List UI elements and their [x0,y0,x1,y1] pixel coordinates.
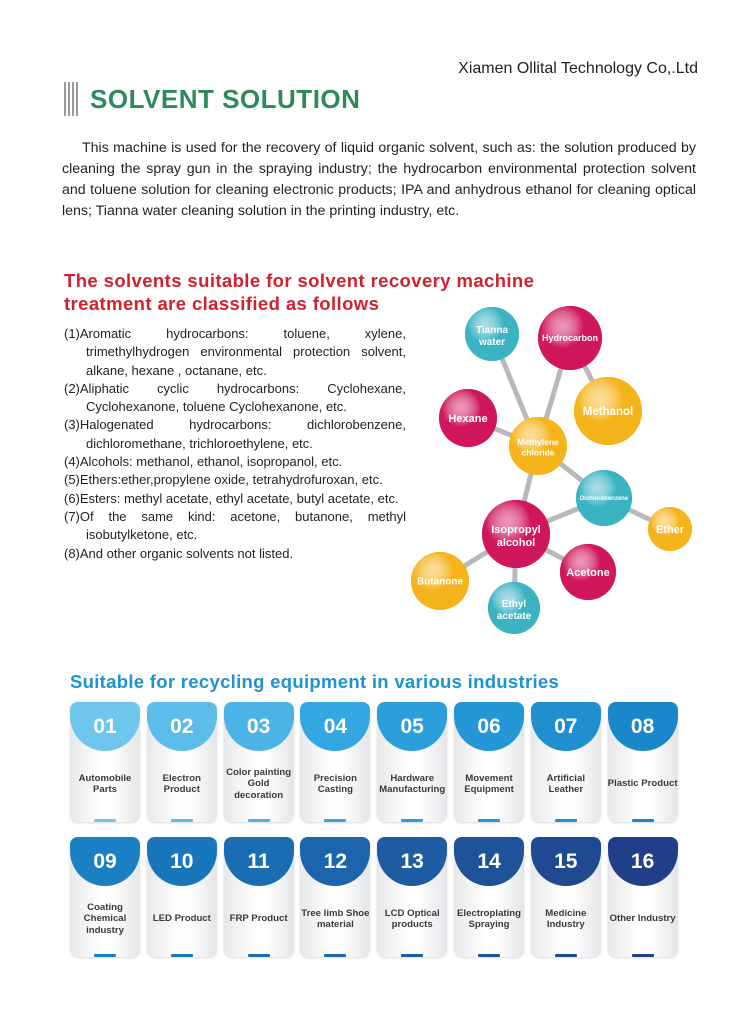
industry-number: 03 [224,702,294,751]
industry-number: 16 [608,837,678,886]
industry-label: Other Industry [609,913,676,925]
industry-label: Hardware Manufacturing [379,772,446,795]
molecule-node [574,377,642,445]
industry-card [70,837,140,957]
molecule-label: Ether [655,523,685,536]
industry-card-accent [632,819,654,822]
industry-card-accent [171,954,193,957]
industry-card [70,702,140,822]
industry-card [608,702,678,822]
industry-number: 04 [300,702,370,751]
molecule-label: Tianna [475,325,509,336]
industry-number: 15 [531,837,601,886]
industry-card [300,702,370,822]
solvent-list-item: (3)Halogenated hydrocarbons: dichlorobenzene, dichloromethane, trichloroethylene, etc. [64,417,406,451]
industry-card [377,702,447,822]
molecule-diagram-svg [408,298,698,638]
industry-card-accent [248,819,270,822]
molecule-label: water [478,337,506,348]
industry-card-accent [248,954,270,957]
industry-card [300,837,370,957]
molecule-label: Methylene [517,437,559,447]
industry-card-accent [555,954,577,957]
industry-card-accent [555,819,577,822]
industry-card-accent [478,954,500,957]
industry-card-accent [324,954,346,957]
solvent-list-item: (1)Aromatic hydrocarbons: toluene, xylene, trimethylhydrogen environmental protection solvent, alkane, hexane , octanane, etc. [64,326,406,378]
industry-label: Color painting Gold decoration [226,766,292,801]
industry-row [70,702,678,822]
intro-paragraph: This machine is used for the recovery of liquid organic solvent, such as: the solution produced by cleaning the spray gun in the spraying industry; the hydrocarbon environmental protection solvent and toluene solution for cleaning electronic products; IPA and anhydrous ethanol for cleaning optical lens; Tianna water cleaning solution in the printing industry, etc. [62,140,696,219]
industry-card-accent [94,819,116,822]
industry-number: 07 [531,702,601,751]
industry-number: 05 [377,702,447,751]
industry-label: Artificial Leather [546,772,585,795]
industry-label: Coating Chemical industry [83,901,127,936]
industry-card [531,702,601,822]
molecule-node [482,500,550,568]
industry-number: 12 [300,837,370,886]
industry-row [70,837,678,957]
molecule-label: Methanol [582,406,634,419]
molecule-node [488,582,540,634]
industry-card [147,837,217,957]
industry-label: Movement Equipment [464,772,514,795]
molecule-label: acetate [496,611,532,622]
industry-number: 11 [224,837,294,886]
page-title: SOLVENT SOLUTION [90,83,361,114]
industry-label: Precision Casting [313,772,357,795]
solvent-list-item: (7)Of the same kind: acetone, butanone, methyl isobutylketone, etc. [64,508,406,543]
molecule-node [576,470,632,526]
industry-label: LCD Optical products [384,907,440,930]
industries-heading: Suitable for recycling equipment in various industries [70,671,560,692]
industry-number: 13 [377,837,447,886]
molecule-node [560,544,616,600]
industry-card [377,837,447,957]
industry-label: Electron Product [162,772,201,795]
industry-number: 06 [454,702,524,751]
molecule-label: chloride [521,447,555,458]
industry-label: FRP Product [229,913,288,925]
industry-card [454,702,524,822]
molecule-label: Hydrocarbon [541,333,599,344]
molecule-label: Butanone [416,576,464,588]
industry-label: Medicine Industry [545,907,587,930]
molecule-label: Acetone [566,566,610,579]
industry-card-accent [94,954,116,957]
industry-number: 09 [70,837,140,886]
solvent-list [64,325,406,563]
industry-number: 02 [147,702,217,751]
molecule-label: Dichlorobenzene [579,496,629,503]
company-name: Xiamen Ollital Technology Co,.Ltd [458,60,698,77]
solvent-class-heading-line1: The solvents suitable for solvent recovery machine [64,270,535,291]
molecule-node [411,552,469,610]
title-stripe-decoration [64,82,78,116]
industry-card [531,837,601,957]
industry-card [147,702,217,822]
industry-card [608,837,678,957]
industry-number: 10 [147,837,217,886]
solvent-list-item: (5)Ethers:ether,propylene oxide, tetrahydrofuroxan, etc. [64,472,383,488]
industry-label: Plastic Product [607,778,678,790]
industry-label: Tree limb Shoe material [301,907,370,930]
molecule-node [439,389,497,447]
molecule-label: alcohol [496,537,536,549]
solvent-class-heading-line2: treatment are classified as follows [64,293,380,314]
industry-card-accent [478,819,500,822]
molecule-node [648,507,692,551]
solvent-list-item: (8)And other organic solvents not listed. [64,545,294,561]
molecule-diagram [408,298,698,638]
industry-number: 08 [608,702,678,751]
industry-card-accent [401,819,423,822]
solvent-list-item: (2)Aliphatic cyclic hydrocarbons: Cyclohexane, Cyclohexanone, toluene Cyclohexanone, etc. [64,380,406,415]
molecule-node [509,417,567,475]
molecule-node [465,307,519,361]
industry-label: Automobile Parts [78,772,132,795]
industry-label: Electroplating Spraying [457,907,521,930]
page-title-block [64,82,360,116]
industry-card [224,702,294,822]
solvent-list-item: (4)Alcohols: methanol, ethanol, isopropanol, etc. [64,454,343,470]
molecule-label: Hexane [448,412,488,425]
industry-card-accent [632,954,654,957]
industry-card-accent [401,954,423,957]
solvent-list-item: (6)Esters: methyl acetate, ethyl acetate, butyl acetate, etc. [64,490,399,506]
industry-card [224,837,294,957]
industry-card [454,837,524,957]
molecule-label: Isopropyl [491,524,541,536]
industry-card-accent [171,819,193,822]
industry-number: 14 [454,837,524,886]
industry-card-accent [324,819,346,822]
industry-label: LED Product [152,913,211,925]
industry-number: 01 [70,702,140,751]
molecule-label: Ethyl [501,599,527,610]
molecule-node [538,306,602,370]
